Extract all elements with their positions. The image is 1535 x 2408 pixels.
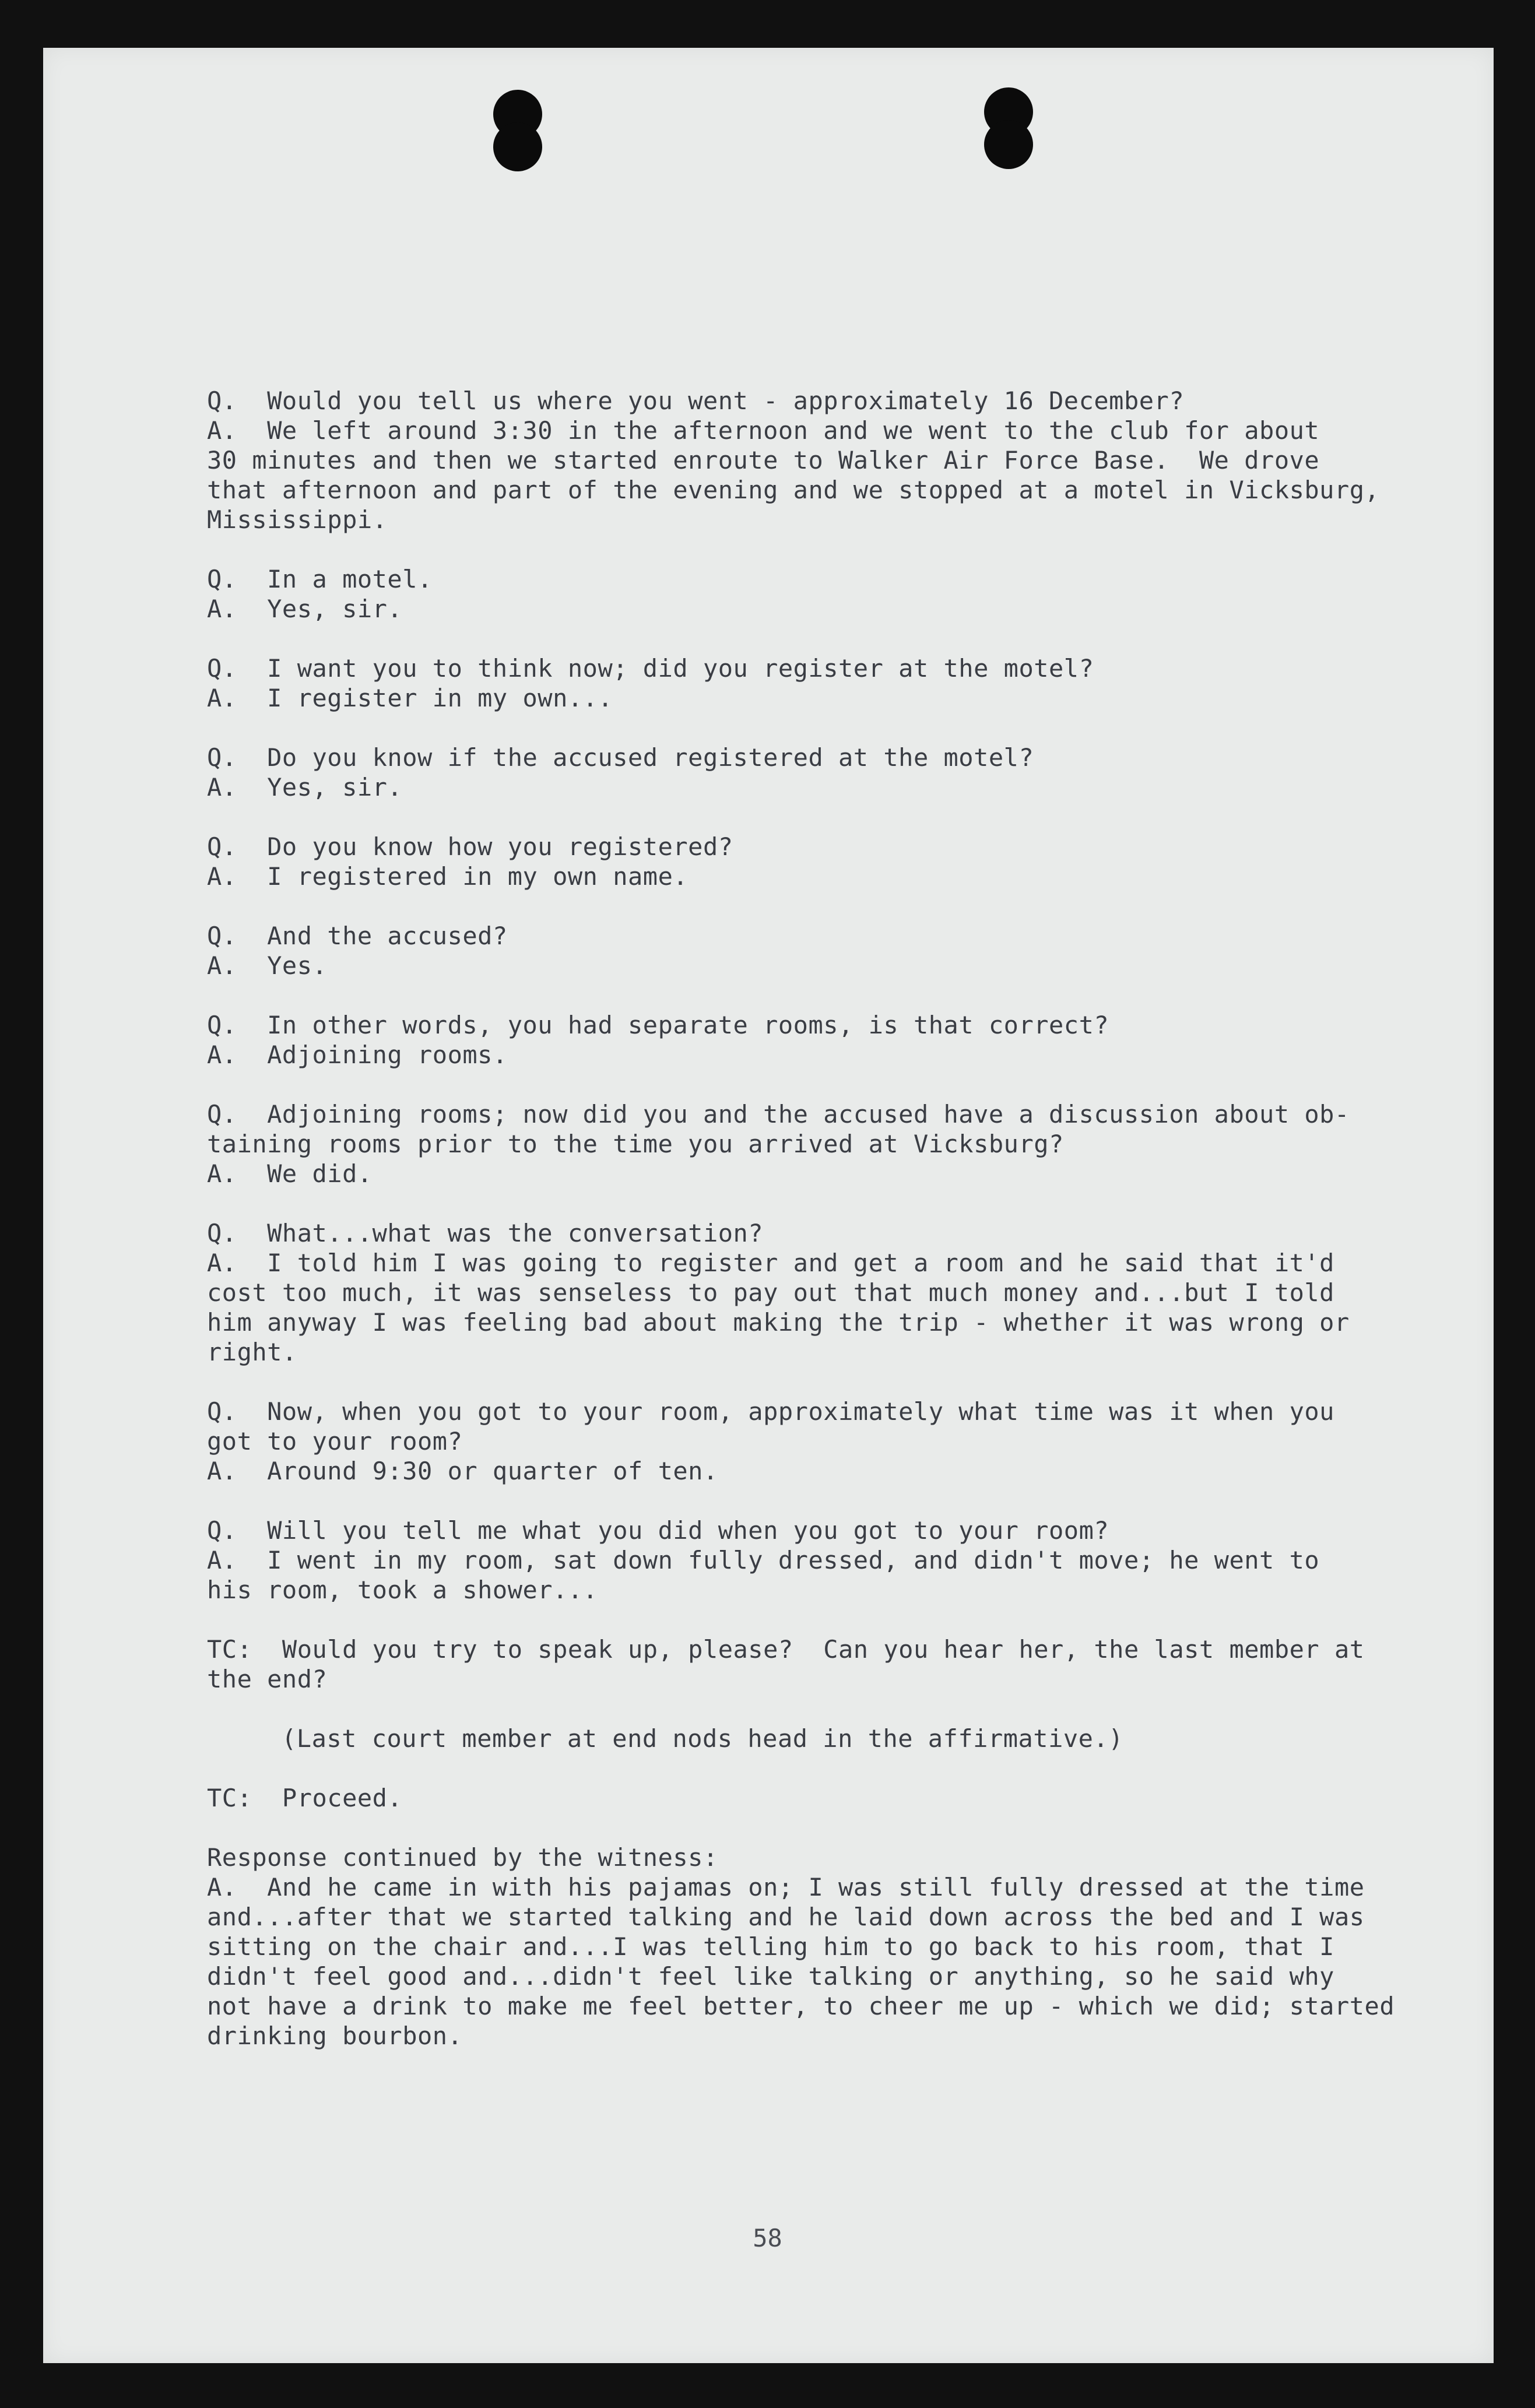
transcript-line: him anyway I was feeling bad about making the trip - whether it was wrong or bbox=[207, 1308, 1350, 1337]
transcript-line: Response continued by the witness: bbox=[207, 1843, 718, 1872]
transcript-line: TC: Proceed. bbox=[207, 1784, 403, 1812]
transcript-line: TC: Would you try to speak up, please? Can you hear her, the last member at bbox=[207, 1635, 1365, 1664]
transcript-line: Mississippi. bbox=[207, 505, 388, 534]
transcript-line: and...after that we started talking and he laid down across the bed and I was bbox=[207, 1903, 1365, 1931]
transcript-block bbox=[207, 743, 1402, 802]
transcript-line: Q. Adjoining rooms; now did you and the accused have a discussion about ob- bbox=[207, 1100, 1350, 1129]
transcript-line: A. I went in my room, sat down fully dressed, and didn't move; he went to bbox=[207, 1546, 1320, 1574]
transcript-line: the end? bbox=[207, 1665, 328, 1693]
transcript-line: didn't feel good and...didn't feel like talking or anything, so he said why bbox=[207, 1962, 1334, 1991]
transcript-block bbox=[207, 1099, 1402, 1189]
transcript-line: cost too much, it was senseless to pay out that much money and...but I told bbox=[207, 1278, 1334, 1307]
transcript-line: Q. Now, when you got to your room, approximately what time was it when you bbox=[207, 1397, 1334, 1426]
transcript-block bbox=[207, 1783, 1402, 1813]
transcript-line: A. Yes. bbox=[207, 951, 328, 980]
punch-hole-right bbox=[984, 87, 1033, 169]
transcript-block bbox=[207, 386, 1402, 535]
transcript-line: A. I register in my own... bbox=[207, 684, 613, 712]
transcript-block bbox=[207, 1634, 1402, 1694]
transcript-line: sitting on the chair and...I was telling him to go back to his room, that I bbox=[207, 1932, 1334, 1961]
transcript-line: A. Yes, sir. bbox=[207, 773, 403, 802]
transcript-line: that afternoon and part of the evening and we stopped at a motel in Vicksburg, bbox=[207, 476, 1380, 504]
transcript-line: taining rooms prior to the time you arrived at Vicksburg? bbox=[207, 1130, 1064, 1158]
transcript-line: not have a drink to make me feel better, to cheer me up - which we did; started bbox=[207, 1992, 1395, 2020]
transcript-line: 30 minutes and then we started enroute to Walker Air Force Base. We drove bbox=[207, 446, 1320, 474]
transcript-line: Q. Do you know if the accused registered at the motel? bbox=[207, 743, 1034, 772]
transcript-block bbox=[207, 1516, 1402, 1605]
transcript-line: A. Around 9:30 or quarter of ten. bbox=[207, 1457, 718, 1485]
transcript-line: A. I told him I was going to register and get a room and he said that it'd bbox=[207, 1249, 1334, 1277]
transcript-line: A. And he came in with his pajamas on; I was still fully dressed at the time bbox=[207, 1873, 1365, 1901]
transcript-line: his room, took a shower... bbox=[207, 1576, 598, 1604]
transcript-line: Q. In other words, you had separate rooms, is that correct? bbox=[207, 1011, 1109, 1039]
transcript-block bbox=[207, 564, 1402, 624]
transcript-line: Q. Will you tell me what you did when you got to your room? bbox=[207, 1516, 1109, 1545]
page-number: 58 bbox=[753, 2224, 782, 2252]
transcript-line: A. We did. bbox=[207, 1159, 373, 1188]
transcript-line: drinking bourbon. bbox=[207, 2022, 463, 2050]
transcript-line: right. bbox=[207, 1338, 297, 1366]
transcript-line: got to your room? bbox=[207, 1427, 463, 1456]
transcript-block bbox=[207, 1724, 1402, 1753]
transcript-line: A. We left around 3:30 in the afternoon and we went to the club for about bbox=[207, 416, 1320, 445]
transcript-body bbox=[207, 386, 1402, 2080]
transcript-block bbox=[207, 1843, 1402, 2051]
transcript-line: Q. Do you know how you registered? bbox=[207, 832, 733, 861]
punch-hole-left bbox=[493, 90, 542, 171]
transcript-line: Q. What...what was the conversation? bbox=[207, 1219, 764, 1247]
transcript-line: A. Yes, sir. bbox=[207, 595, 403, 623]
transcript-block bbox=[207, 1218, 1402, 1367]
transcript-block bbox=[207, 921, 1402, 980]
transcript-line: Q. In a motel. bbox=[207, 565, 433, 593]
transcript-line: A. Adjoining rooms. bbox=[207, 1040, 508, 1069]
transcript-block bbox=[207, 832, 1402, 891]
transcript-block bbox=[207, 1010, 1402, 1070]
transcript-line: (Last court member at end nods head in the affirmative.) bbox=[282, 1724, 1124, 1753]
transcript-block bbox=[207, 1397, 1402, 1486]
transcript-block bbox=[207, 653, 1402, 713]
transcript-line: Q. Would you tell us where you went - approximately 16 December? bbox=[207, 386, 1185, 415]
transcript-line: Q. I want you to think now; did you register at the motel? bbox=[207, 654, 1094, 683]
transcript-line: Q. And the accused? bbox=[207, 922, 508, 950]
transcript-line: A. I registered in my own name. bbox=[207, 862, 689, 891]
